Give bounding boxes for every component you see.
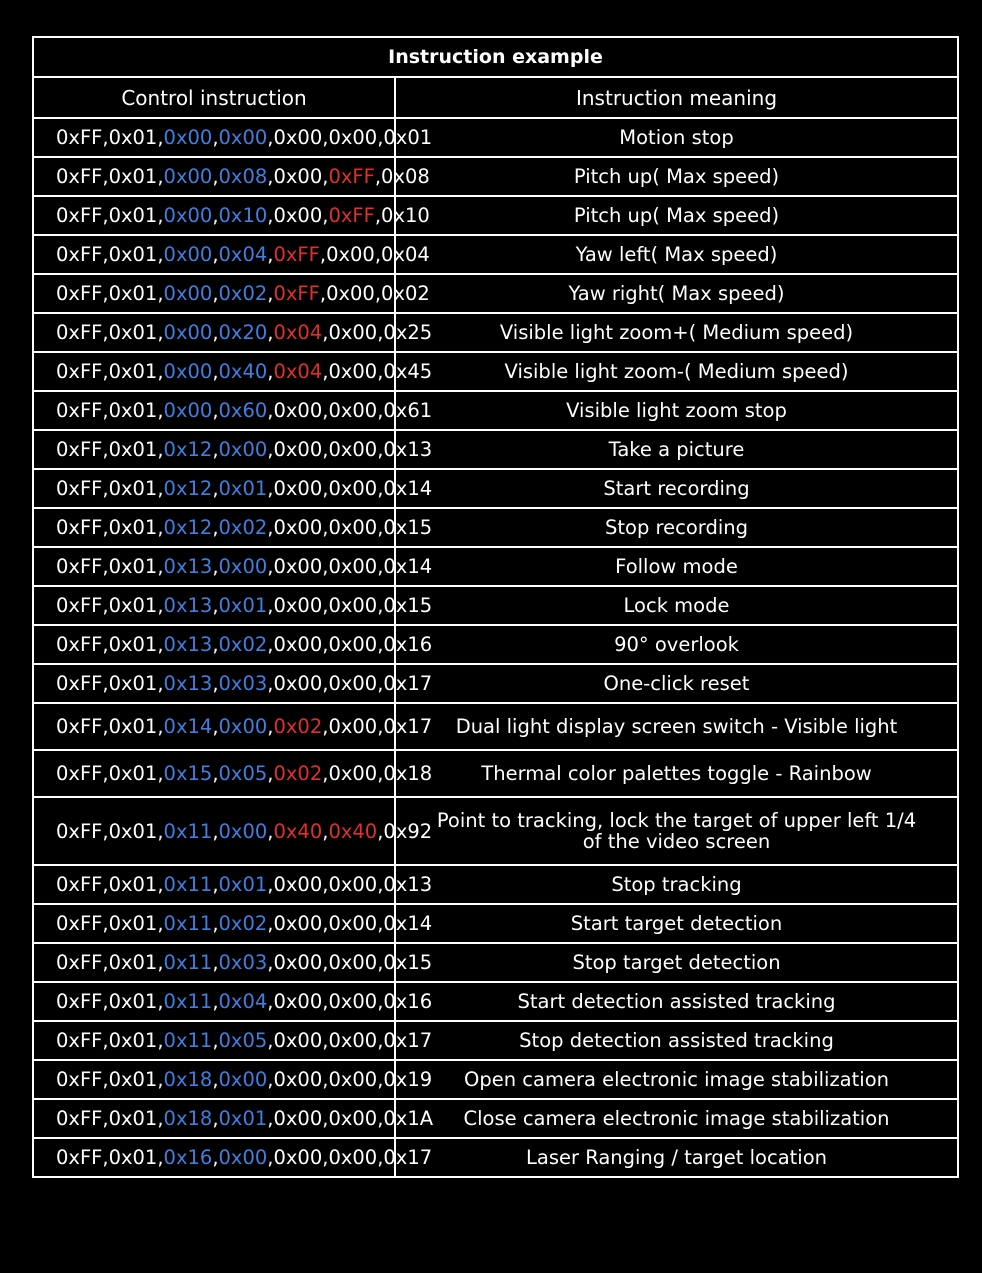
- instruction-segment: ,0x00,0x00,0x17: [267, 1029, 433, 1052]
- instruction-segment: ,: [267, 762, 274, 785]
- instruction-segment: 0x18: [163, 1107, 213, 1130]
- instruction-segment: 0x00: [218, 438, 268, 461]
- instruction-meaning-cell: [395, 274, 958, 313]
- instruction-meaning-cell: [395, 157, 958, 196]
- instruction-segment: ,0x00,0x17: [322, 715, 433, 738]
- instruction-segment: 0x20: [218, 321, 268, 344]
- instruction-meaning-cell: [395, 1138, 958, 1177]
- instruction-meaning-text: Point to tracking, lock the target of upper left 1/4 of the video screen: [436, 809, 917, 853]
- control-instruction-cell: [33, 430, 433, 469]
- table-row: [33, 391, 958, 430]
- instruction-meaning-cell: [395, 982, 958, 1021]
- instruction-meaning-cell: [395, 943, 958, 982]
- instruction-meaning-cell: [395, 1060, 958, 1099]
- control-instruction-cell: [33, 904, 433, 943]
- instruction-segment: ,: [267, 819, 274, 843]
- table-row: [33, 352, 958, 391]
- instruction-segment: 0x00: [218, 1068, 268, 1091]
- table-row: [33, 586, 958, 625]
- instruction-meaning-text: Dual light display screen switch - Visible light: [455, 715, 898, 738]
- control-instruction-cell: [33, 1138, 433, 1177]
- instruction-segment: ,0x00,0x00,0x19: [267, 1068, 433, 1091]
- instruction-segment: ,0x00,0x00,0x01: [267, 126, 433, 149]
- instruction-segment: ,0x10: [374, 204, 430, 227]
- instruction-segment: ,0x00,0x00,0x14: [267, 912, 433, 935]
- instruction-meaning-text: Start detection assisted tracking: [517, 990, 836, 1013]
- instruction-segment: 0x60: [218, 399, 268, 422]
- instruction-table: [32, 36, 959, 1178]
- instruction-segment: 0x02: [273, 762, 323, 785]
- instruction-segment: 0x04: [218, 990, 268, 1013]
- instruction-segment: 0x00: [163, 399, 213, 422]
- instruction-segment: 0xFF: [273, 282, 320, 305]
- instruction-segment: 0x40: [273, 819, 323, 843]
- instruction-segment: 0x02: [218, 516, 268, 539]
- instruction-segment: ,0x00,: [267, 204, 329, 227]
- instruction-segment: 0x40: [328, 819, 378, 843]
- instruction-segment: 0xFF,0x01,: [56, 399, 164, 422]
- instruction-segment: 0x00: [218, 715, 268, 738]
- instruction-segment: 0x01: [218, 873, 268, 896]
- instruction-segment: 0xFF,0x01,: [56, 715, 164, 738]
- instruction-segment: 0xFF,0x01,: [56, 282, 164, 305]
- instruction-meaning-cell: [395, 797, 958, 865]
- instruction-segment: ,0x00,0x00,0x16: [267, 633, 433, 656]
- instruction-segment: ,: [267, 282, 274, 305]
- instruction-meaning-text: Take a picture: [608, 438, 745, 461]
- instruction-segment: 0x00: [218, 126, 268, 149]
- instruction-segment: ,: [212, 1146, 219, 1169]
- instruction-segment: ,0x00,: [267, 165, 329, 188]
- instruction-segment: ,0x92: [377, 819, 433, 843]
- instruction-meaning-text: Pitch up( Max speed): [573, 204, 780, 227]
- instruction-meaning-text: Pitch up( Max speed): [573, 165, 780, 188]
- instruction-meaning-cell: [395, 547, 958, 586]
- instruction-segment: ,0x00,0x00,0x1A: [267, 1107, 434, 1130]
- instruction-segment: 0x05: [218, 762, 268, 785]
- instruction-meaning-text: One-click reset: [603, 672, 750, 695]
- instruction-meaning-cell: [395, 313, 958, 352]
- instruction-segment: 0x11: [163, 819, 213, 843]
- control-instruction-cell: [33, 1060, 433, 1099]
- control-instruction-cell: [33, 508, 433, 547]
- table-row: [33, 904, 958, 943]
- instruction-meaning-cell: [395, 904, 958, 943]
- control-instruction-cell: [33, 586, 433, 625]
- instruction-segment: 0x02: [218, 633, 268, 656]
- instruction-segment: 0x01: [218, 1107, 268, 1130]
- instruction-meaning-cell: [395, 1021, 958, 1060]
- instruction-segment: ,: [212, 282, 219, 305]
- instruction-segment: 0x03: [218, 672, 268, 695]
- instruction-segment: ,0x00,0x00,0x13: [267, 438, 433, 461]
- table-row: [33, 625, 958, 664]
- instruction-segment: 0x04: [273, 360, 323, 383]
- table-row: [33, 235, 958, 274]
- instruction-segment: 0xFF,0x01,: [56, 951, 164, 974]
- instruction-segment: 0x00: [163, 204, 213, 227]
- control-instruction-cell: [33, 943, 433, 982]
- instruction-segment: ,: [212, 912, 219, 935]
- instruction-segment: 0x13: [163, 594, 213, 617]
- instruction-segment: ,: [212, 477, 219, 500]
- control-instruction-cell: [33, 352, 433, 391]
- instruction-segment: ,: [212, 126, 219, 149]
- instruction-meaning-text: Stop recording: [605, 516, 748, 539]
- instruction-meaning-text: Stop tracking: [611, 873, 742, 896]
- instruction-segment: 0x00: [163, 321, 213, 344]
- instruction-segment: 0xFF,0x01,: [56, 762, 164, 785]
- instruction-segment: ,: [212, 594, 219, 617]
- control-instruction-cell: [33, 547, 433, 586]
- instruction-segment: ,: [212, 321, 219, 344]
- control-instruction-cell: [33, 157, 430, 196]
- instruction-segment: 0x13: [163, 555, 213, 578]
- instruction-meaning-cell: [395, 118, 958, 157]
- instruction-segment: 0x00: [218, 555, 268, 578]
- instruction-segment: ,0x00,0x25: [322, 321, 433, 344]
- instruction-segment: ,0x00,0x18: [322, 762, 433, 785]
- header-control-instruction: Control instruction: [33, 77, 395, 118]
- instruction-segment: 0x05: [218, 1029, 268, 1052]
- instruction-segment: 0x14: [163, 715, 213, 738]
- instruction-meaning-text: Visible light zoom+( Medium speed): [499, 321, 854, 344]
- instruction-segment: 0x12: [163, 477, 213, 500]
- instruction-segment: 0xFF,0x01,: [56, 243, 164, 266]
- instruction-segment: ,0x00,0x00,0x13: [267, 873, 433, 896]
- instruction-meaning-cell: [395, 664, 958, 703]
- instruction-segment: 0xFF: [328, 165, 375, 188]
- instruction-segment: 0x11: [163, 1029, 213, 1052]
- instruction-segment: ,0x00,0x00,0x17: [267, 1146, 433, 1169]
- control-instruction-cell: [33, 235, 430, 274]
- instruction-segment: ,: [212, 555, 219, 578]
- instruction-segment: ,: [267, 360, 274, 383]
- instruction-segment: ,0x00,0x00,0x14: [267, 477, 433, 500]
- instruction-segment: 0x16: [163, 1146, 213, 1169]
- instruction-segment: ,: [212, 715, 219, 738]
- instruction-segment: ,: [212, 360, 219, 383]
- instruction-segment: ,: [212, 672, 219, 695]
- instruction-segment: 0x15: [163, 762, 213, 785]
- instruction-meaning-text: Yaw right( Max speed): [568, 282, 785, 305]
- control-instruction-cell: [33, 391, 433, 430]
- control-instruction-cell: [33, 1021, 433, 1060]
- instruction-segment: ,: [212, 873, 219, 896]
- instruction-segment: ,0x00,0x00,0x15: [267, 951, 433, 974]
- table-row: [33, 865, 958, 904]
- instruction-meaning-text: Visible light zoom stop: [566, 399, 787, 422]
- control-instruction-cell: [33, 797, 433, 865]
- instruction-segment: ,: [212, 204, 219, 227]
- instruction-segment: 0xFF,0x01,: [56, 126, 164, 149]
- instruction-segment: 0x12: [163, 438, 213, 461]
- instruction-segment: 0xFF,0x01,: [56, 477, 164, 500]
- instruction-segment: 0xFF,0x01,: [56, 1068, 164, 1091]
- instruction-meaning-cell: [395, 430, 958, 469]
- table-title-row: [33, 37, 958, 77]
- instruction-segment: 0x00: [218, 1146, 268, 1169]
- instruction-segment: 0x01: [218, 477, 268, 500]
- instruction-segment: 0xFF,0x01,: [56, 633, 164, 656]
- instruction-meaning-text: Follow mode: [615, 555, 738, 578]
- instruction-segment: ,0x00,0x04: [319, 243, 430, 266]
- instruction-segment: 0xFF,0x01,: [56, 912, 164, 935]
- control-instruction-cell: [33, 196, 430, 235]
- instruction-segment: 0x04: [273, 321, 323, 344]
- instruction-meaning-text: Close camera electronic image stabilization: [463, 1107, 890, 1130]
- control-instruction-cell: [33, 469, 433, 508]
- table-header-row: [33, 77, 958, 118]
- table-row: [33, 157, 958, 196]
- control-instruction-cell: [33, 703, 433, 750]
- instruction-segment: 0x00: [163, 360, 213, 383]
- instruction-meaning-cell: [395, 508, 958, 547]
- instruction-meaning-cell: [395, 235, 958, 274]
- instruction-meaning-cell: [395, 196, 958, 235]
- instruction-segment: 0xFF,0x01,: [56, 990, 164, 1013]
- instruction-segment: 0x10: [218, 204, 268, 227]
- control-instruction-cell: [33, 118, 433, 157]
- instruction-segment: 0x02: [218, 912, 268, 935]
- table-row: [33, 943, 958, 982]
- instruction-segment: ,: [212, 165, 219, 188]
- instruction-meaning-text: Motion stop: [619, 126, 734, 149]
- instruction-meaning-cell: [395, 750, 958, 797]
- instruction-segment: ,: [212, 633, 219, 656]
- control-instruction-cell: [33, 865, 433, 904]
- table-row: [33, 547, 958, 586]
- instruction-segment: ,: [212, 990, 219, 1013]
- control-instruction-cell: [33, 313, 433, 352]
- instruction-meaning-cell: [395, 391, 958, 430]
- table-row: [33, 196, 958, 235]
- instruction-segment: ,: [212, 399, 219, 422]
- instruction-segment: 0x03: [218, 951, 268, 974]
- instruction-meaning-text: Thermal color palettes toggle - Rainbow: [481, 762, 872, 785]
- instruction-meaning-text: 90° overlook: [614, 633, 739, 656]
- instruction-segment: ,0x00,0x02: [319, 282, 430, 305]
- instruction-segment: 0x12: [163, 516, 213, 539]
- table-row: [33, 118, 958, 157]
- instruction-segment: 0x11: [163, 912, 213, 935]
- instruction-segment: ,: [212, 516, 219, 539]
- table-body: [33, 118, 958, 1177]
- instruction-segment: 0x08: [218, 165, 268, 188]
- instruction-segment: 0xFF,0x01,: [56, 360, 164, 383]
- table-row: [33, 1021, 958, 1060]
- instruction-segment: ,: [212, 951, 219, 974]
- instruction-segment: ,: [212, 1068, 219, 1091]
- instruction-segment: 0xFF,0x01,: [56, 594, 164, 617]
- instruction-meaning-cell: [395, 469, 958, 508]
- control-instruction-cell: [33, 664, 433, 703]
- instruction-segment: 0x13: [163, 672, 213, 695]
- instruction-meaning-cell: [395, 703, 958, 750]
- control-instruction-cell: [33, 750, 433, 797]
- instruction-segment: 0xFF,0x01,: [56, 1029, 164, 1052]
- instruction-segment: 0x18: [163, 1068, 213, 1091]
- instruction-segment: 0xFF: [328, 204, 375, 227]
- instruction-meaning-text: Start recording: [603, 477, 750, 500]
- instruction-segment: ,0x00,0x45: [322, 360, 433, 383]
- instruction-segment: 0xFF,0x01,: [56, 873, 164, 896]
- instruction-segment: ,: [212, 1029, 219, 1052]
- instruction-meaning-cell: [395, 586, 958, 625]
- instruction-segment: ,0x00,0x00,0x15: [267, 516, 433, 539]
- table-row: [33, 430, 958, 469]
- instruction-segment: 0x00: [163, 243, 213, 266]
- table-row: [33, 664, 958, 703]
- instruction-segment: 0xFF,0x01,: [56, 438, 164, 461]
- table-row: [33, 797, 958, 865]
- instruction-segment: 0x02: [273, 715, 323, 738]
- instruction-segment: ,0x00,0x00,0x16: [267, 990, 433, 1013]
- instruction-segment: 0xFF,0x01,: [56, 819, 164, 843]
- instruction-segment: 0x13: [163, 633, 213, 656]
- control-instruction-cell: [33, 982, 433, 1021]
- control-instruction-cell: [33, 274, 430, 313]
- instruction-segment: ,0x08: [374, 165, 430, 188]
- instruction-meaning-cell: [395, 352, 958, 391]
- instruction-segment: 0x04: [218, 243, 268, 266]
- instruction-segment: ,0x00,0x00,0x15: [267, 594, 433, 617]
- instruction-segment: 0x01: [218, 594, 268, 617]
- table-row: [33, 703, 958, 750]
- instruction-segment: 0xFF: [273, 243, 320, 266]
- control-instruction-cell: [33, 1099, 434, 1138]
- instruction-segment: 0x00: [163, 126, 213, 149]
- instruction-segment: ,: [212, 438, 219, 461]
- instruction-segment: ,: [212, 762, 219, 785]
- table-row: [33, 274, 958, 313]
- instruction-meaning-text: Open camera electronic image stabilization: [464, 1068, 889, 1091]
- table-row: [33, 1138, 958, 1177]
- instruction-segment: ,0x00,0x00,0x14: [267, 555, 433, 578]
- instruction-segment: 0xFF,0x01,: [56, 672, 164, 695]
- instruction-segment: 0xFF,0x01,: [56, 555, 164, 578]
- instruction-segment: 0x00: [163, 165, 213, 188]
- instruction-segment: 0x00: [218, 819, 268, 843]
- table-row: [33, 982, 958, 1021]
- instruction-segment: 0x02: [218, 282, 268, 305]
- instruction-segment: 0x11: [163, 990, 213, 1013]
- instruction-meaning-text: Laser Ranging / target location: [526, 1146, 827, 1169]
- table-row: [33, 1060, 958, 1099]
- instruction-meaning-text: Lock mode: [623, 594, 730, 617]
- instruction-segment: ,: [212, 243, 219, 266]
- table-title: Instruction example: [33, 37, 958, 77]
- instruction-meaning-cell: [395, 865, 958, 904]
- instruction-segment: ,: [212, 819, 219, 843]
- table-row: [33, 508, 958, 547]
- instruction-segment: 0x11: [163, 873, 213, 896]
- instruction-meaning-text: Start target detection: [570, 912, 783, 935]
- instruction-segment: 0xFF,0x01,: [56, 204, 164, 227]
- instruction-segment: ,: [267, 243, 274, 266]
- instruction-segment: 0xFF,0x01,: [56, 165, 164, 188]
- control-instruction-cell: [33, 625, 433, 664]
- instruction-meaning-cell: [395, 1099, 958, 1138]
- instruction-segment: ,: [322, 819, 329, 843]
- instruction-segment: 0xFF,0x01,: [56, 1107, 164, 1130]
- instruction-segment: 0x11: [163, 951, 213, 974]
- table-row: [33, 313, 958, 352]
- instruction-segment: ,0x00,0x00,0x61: [267, 399, 433, 422]
- instruction-segment: 0xFF,0x01,: [56, 321, 164, 344]
- instruction-segment: ,0x00,0x00,0x17: [267, 672, 433, 695]
- instruction-meaning-text: Yaw left( Max speed): [575, 243, 778, 266]
- instruction-segment: ,: [267, 715, 274, 738]
- instruction-meaning-cell: [395, 625, 958, 664]
- header-instruction-meaning: Instruction meaning: [395, 77, 958, 118]
- instruction-meaning-text: Stop detection assisted tracking: [519, 1029, 834, 1052]
- table-row: [33, 1099, 958, 1138]
- instruction-segment: 0xFF,0x01,: [56, 1146, 164, 1169]
- table-row: [33, 750, 958, 797]
- instruction-segment: 0xFF,0x01,: [56, 516, 164, 539]
- instruction-segment: ,: [267, 321, 274, 344]
- instruction-meaning-text: Visible light zoom-( Medium speed): [504, 360, 849, 383]
- table-row: [33, 469, 958, 508]
- instruction-meaning-text: Stop target detection: [572, 951, 781, 974]
- instruction-segment: 0x00: [163, 282, 213, 305]
- instruction-segment: ,: [212, 1107, 219, 1130]
- instruction-segment: 0x40: [218, 360, 268, 383]
